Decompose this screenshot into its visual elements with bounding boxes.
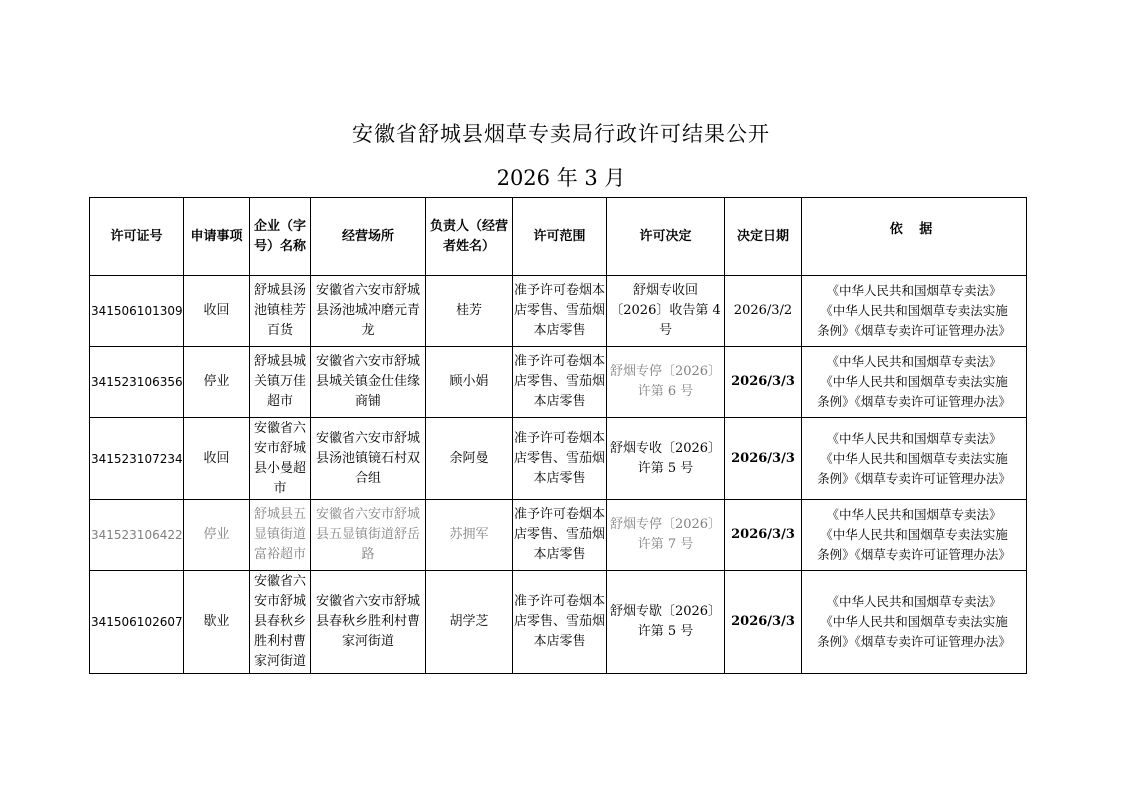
location-cell: 安徽省六安市舒城县城关镇金仕佳缘商铺 [311,347,426,418]
location-cell: 安徽省六安市舒城县春秋乡胜利村曹家河街道 [311,571,426,674]
basis-line: 《中华人民共和国烟草专卖法》 [826,283,1002,298]
basis-line: 条例》《烟草专卖许可证管理办法》 [817,323,1011,338]
location-cell: 安徽省六安市舒城县汤池镇镜石村双合组 [311,418,426,500]
basis-line: 条例》《烟草专卖许可证管理办法》 [817,394,1011,409]
decision-cell: 舒烟专歇〔2026〕许第 5 号 [607,571,725,674]
person-cell: 苏拥军 [426,500,513,571]
scope-cell: 准予许可卷烟本店零售、雪茄烟本店零售 [513,347,607,418]
basis-line: 《中华人民共和国烟草专卖法》 [826,354,1002,369]
enterprise-cell: 安徽省六安市舒城县春秋乡胜利村曹家河街道 [250,571,311,674]
basis-line: 条例》《烟草专卖许可证管理办法》 [817,634,1011,649]
scope-cell: 准予许可卷烟本店零售、雪茄烟本店零售 [513,418,607,500]
basis-cell [802,347,1027,418]
document-subtitle: 2026 年 3 月 [496,166,626,190]
person-cell: 胡学芝 [426,571,513,674]
license-no-cell: 341506102607 [90,571,184,674]
header-scope: 许可范围 [513,198,607,276]
header-decision: 许可决定 [607,198,725,276]
enterprise-cell: 安徽省六安市舒城县小曼超市 [250,418,311,500]
decision-cell: 舒烟专收〔2026〕许第 5 号 [607,418,725,500]
application-cell: 收回 [184,276,250,347]
basis-line: 《中华人民共和国烟草专卖法》 [826,430,1002,446]
scope-cell: 准予许可卷烟本店零售、雪茄烟本店零售 [513,500,607,571]
header-date: 决定日期 [725,198,802,276]
location-cell: 安徽省六安市舒城县汤池城冲磨元青龙 [311,276,426,347]
header-basis: 依 据 [802,198,1027,276]
table-row [90,571,1027,674]
enterprise-cell: 舒城县城关镇万佳超市 [250,347,311,418]
decision-cell: 舒烟专停〔2026〕许第 6 号 [607,347,725,418]
enterprise-cell: 舒城县五显镇街道富裕超市 [250,500,311,571]
date-cell: 2026/3/3 [725,418,802,500]
scope-cell: 准予许可卷烟本店零售、雪茄烟本店零售 [513,571,607,674]
date-cell: 2026/3/2 [725,276,802,347]
header-application: 申请事项 [184,198,250,276]
basis-cell [802,418,1027,500]
person-cell: 余阿曼 [426,418,513,500]
table-header-row [90,198,1027,276]
license-no-cell: 341506101309 [90,276,184,347]
date-cell: 2026/3/3 [725,347,802,418]
permit-results-table [89,197,1027,674]
basis-line: 《中华人民共和国烟草专卖法实施 [820,303,1008,318]
basis-line: 《中华人民共和国烟草专卖法》 [826,507,1002,522]
basis-line: 《中华人民共和国烟草专卖法实施 [820,374,1008,389]
license-no-cell: 341523107234 [90,418,184,500]
decision-cell: 舒烟专收回〔2026〕收告第 4 号 [607,276,725,347]
basis-line: 《中华人民共和国烟草专卖法实施 [820,450,1008,466]
basis-line: 《中华人民共和国烟草专卖法实施 [820,614,1008,629]
person-cell: 桂芳 [426,276,513,347]
table-row [90,347,1027,418]
date-cell: 2026/3/3 [725,500,802,571]
scope-cell: 准予许可卷烟本店零售、雪茄烟本店零售 [513,276,607,347]
application-cell: 歇业 [184,571,250,674]
document-title: 安徽省舒城县烟草专卖局行政许可结果公开 [352,122,770,146]
decision-cell: 舒烟专停〔2026〕许第 7 号 [607,500,725,571]
application-cell: 停业 [184,347,250,418]
table-row [90,500,1027,571]
table-row [90,418,1027,500]
application-cell: 收回 [184,418,250,500]
basis-cell [802,571,1027,674]
table-row [90,276,1027,347]
header-enterprise: 企业（字号）名称 [250,198,311,276]
basis-line: 《中华人民共和国烟草专卖法实施 [820,527,1008,542]
location-cell: 安徽省六安市舒城县五显镇街道舒岳路 [311,500,426,571]
application-cell: 停业 [184,500,250,571]
header-person: 负责人（经营者姓名） [426,198,513,276]
basis-line: 《中华人民共和国烟草专卖法》 [826,594,1002,609]
basis-line: 条例》《烟草专卖许可证管理办法》 [817,547,1011,562]
person-cell: 顾小娟 [426,347,513,418]
date-cell: 2026/3/3 [725,571,802,674]
license-no-cell: 341523106422 [90,500,184,571]
license-no-cell: 341523106356 [90,347,184,418]
enterprise-cell: 舒城县汤池镇桂芳百货 [250,276,311,347]
basis-line: 条例》《烟草专卖许可证管理办法》 [817,470,1011,486]
basis-cell [802,276,1027,347]
header-license-no: 许可证号 [90,198,184,276]
header-location: 经营场所 [311,198,426,276]
basis-cell [802,500,1027,571]
